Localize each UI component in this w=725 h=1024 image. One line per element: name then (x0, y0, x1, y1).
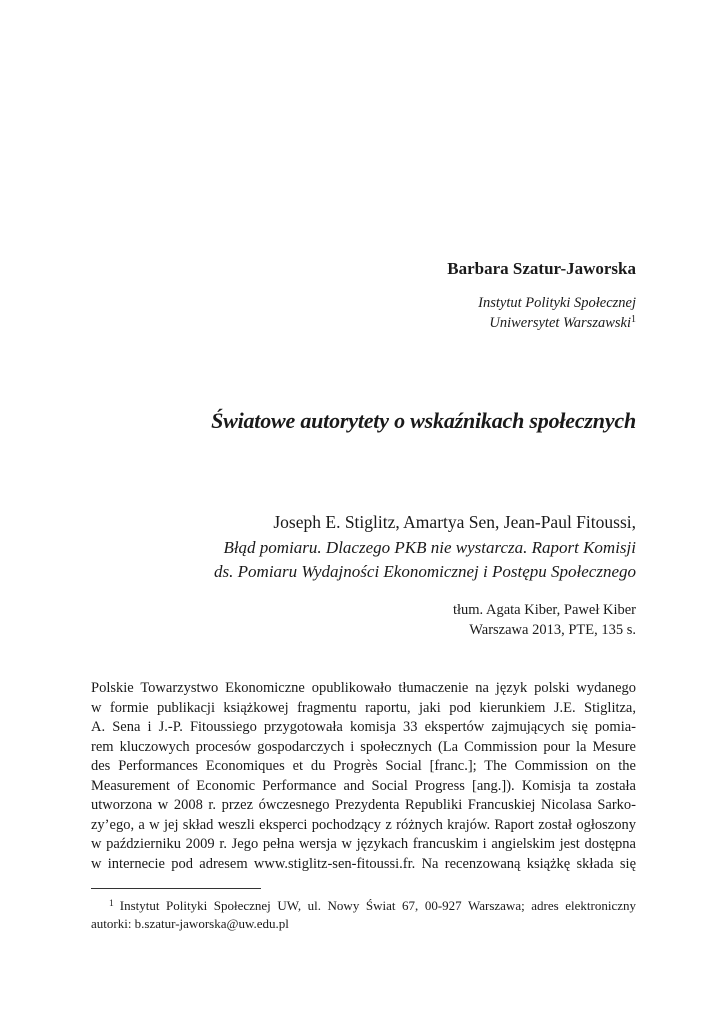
affiliation-university (478, 313, 636, 333)
affiliation-university-text: Uniwersytet Warszawski (489, 315, 631, 331)
book-title-line-2: ds. Pomiaru Wydajności Ekonomicznej i Postępu Społecznego (214, 561, 636, 581)
book-title-line-1: Błąd pomiaru. Dlaczego PKB nie wystarcza. Raport Komisji (223, 538, 636, 557)
publication-info (453, 600, 636, 640)
body-line: des Performances Economiques et du Progrès Social [franc.]; The Commission on the (91, 758, 636, 774)
footnote-mark: 1 (109, 899, 114, 909)
publication-details: Warszawa 2013, PTE, 135 s. (469, 622, 636, 638)
book-title (214, 536, 636, 583)
author-name: Barbara Szatur-Jaworska (447, 259, 636, 278)
footnote-text-1: Instytut Polityki Społecznej UW, ul. Nowy Świat 67, 00-927 Warszawa; adres elektroniczny (119, 898, 636, 913)
author-affiliation (478, 293, 636, 333)
body-line: Measurement of Economic Performance and Social Progress [ang.]). Komisja ta została (91, 777, 636, 794)
article-title: Światowe autorytety o wskaźnikach społecznych (211, 408, 636, 433)
footnote-ref: 1 (631, 314, 636, 325)
body-line: w październiku 2009 r. Jego pełna wersja w językach francuskim i angielskim jest dostępna (91, 836, 636, 852)
body-line: utworzona w 2008 r. przez ówczesnego Prezydenta Republiki Francuskiej Nicolasa Sarko- (91, 797, 636, 813)
body-line: Polskie Towarzystwo Ekonomiczne opublikowało tłumaczenie na język polski wydanego (91, 680, 636, 696)
body-line: rem kluczowych procesów gospodarczych i społecznych (La Commission pour la Mesure (91, 738, 636, 755)
body-line: zy’ego, a w jej skład weszli eksperci pochodzący z różnych krajów. Raport został ogłoszony (91, 816, 636, 833)
body-line: w formie publikacji książkowej fragmentu raportu, jaki pod kierunkiem J.E. Stiglitza, (91, 699, 636, 716)
footnote (91, 897, 636, 933)
footnote-line-2: autorki: b.szatur-jaworska@uw.edu.pl (91, 916, 289, 931)
affiliation-institute: Instytut Polityki Społecznej (478, 295, 636, 311)
body-paragraph (91, 679, 636, 874)
book-authors: Joseph E. Stiglitz, Amartya Sen, Jean-Paul Fitoussi, (273, 512, 636, 532)
body-line: w internecie pod adresem www.stiglitz-sen-fitoussi.fr. Na recenzowaną książkę składa się (91, 855, 636, 872)
footnote-line-1 (91, 897, 636, 915)
body-line: A. Sena i J.-P. Fitoussiego przygotowała komisja 33 ekspertów zajmujących się pomia- (91, 719, 636, 735)
footnote-divider (91, 888, 261, 889)
translators: tłum. Agata Kiber, Paweł Kiber (452, 602, 636, 618)
